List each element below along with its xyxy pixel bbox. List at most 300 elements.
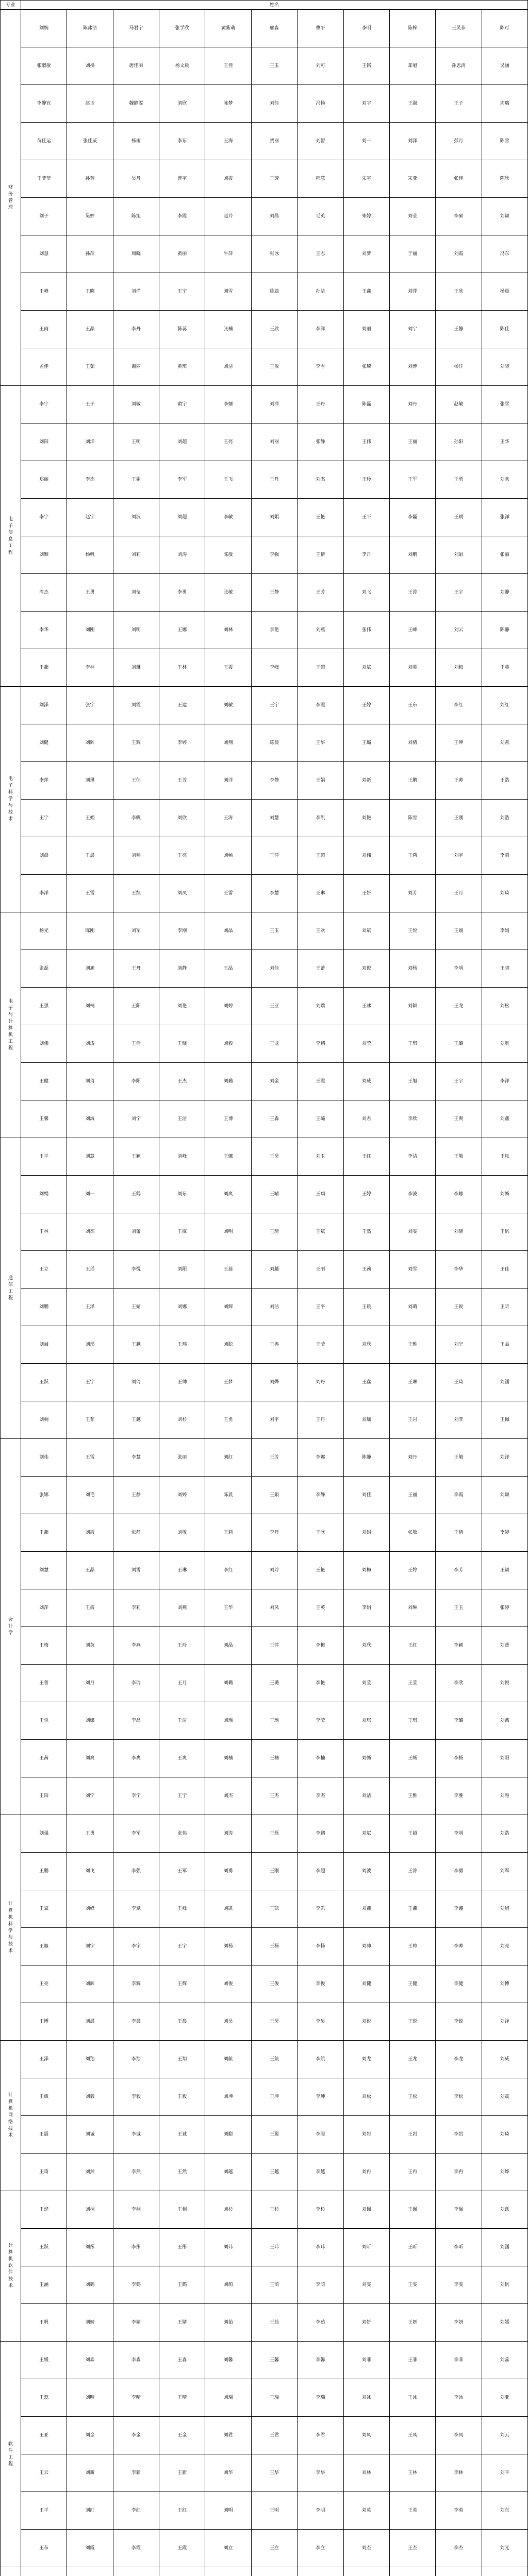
name-cell: 王冰	[389, 2379, 435, 2417]
table-row	[1, 348, 528, 386]
name-cell: 刘泽	[482, 2003, 527, 2041]
name-cell: 王萍	[251, 1627, 297, 1665]
name-cell: 刘玮	[205, 2229, 251, 2266]
name-cell: 王丹	[298, 1401, 343, 1439]
name-cell: 李玮	[298, 2229, 343, 2266]
name-cell: 王震	[21, 2116, 67, 2154]
name-cell: 王蕾	[298, 950, 343, 988]
name-cell: 王婧	[159, 2304, 205, 2342]
name-cell: 王鹤	[159, 2266, 205, 2304]
name-cell: 王芳	[251, 160, 297, 198]
name-cell: 王勇	[67, 1815, 113, 1853]
name-cell: 刘俊	[343, 950, 389, 988]
name-cell: 王菲	[67, 1401, 113, 1439]
name-cell: 李龙	[436, 2041, 482, 2078]
name-cell: 杨雨	[113, 123, 159, 160]
name-cell: 王威	[159, 1213, 205, 1251]
name-cell: 王建	[159, 687, 205, 724]
name-cell: 李洋	[21, 875, 67, 912]
name-cell: 王茹	[251, 2304, 297, 2342]
name-cell: 张敏	[205, 574, 251, 612]
name-cell: 王莉	[205, 1514, 251, 1552]
name-cell: 刘凯	[205, 1890, 251, 1928]
name-cell: 刘楠	[205, 1740, 251, 1777]
table-row	[1, 1815, 528, 1853]
name-cell: 王宇	[159, 1928, 205, 1965]
name-cell: 刘洁	[205, 348, 251, 386]
name-cell: 李华	[298, 2454, 343, 2492]
name-cell: 李红	[113, 2492, 159, 2530]
name-cell: 刘琦	[67, 1063, 113, 1100]
name-cell: 魏静雯	[113, 85, 159, 123]
name-cell: 李爽	[113, 1740, 159, 1777]
major-label: 计算机网络技术	[8, 2093, 13, 2138]
name-cell: 刘诚	[67, 2116, 113, 2154]
name-cell: 王立	[251, 2530, 297, 2567]
name-cell: 李强	[251, 536, 297, 574]
name-cell: 李霞	[436, 1477, 482, 1514]
name-cell: 冯畅	[298, 85, 343, 123]
name-cell: 王刚	[436, 800, 482, 837]
name-cell: 刘博	[389, 348, 435, 386]
name-cell: 刘雯	[389, 1213, 435, 1251]
name-cell: 王霞	[298, 1063, 343, 1100]
name-cell: 李欣	[436, 1665, 482, 1702]
name-cell: 刘杰	[205, 1777, 251, 1815]
table-row	[1, 1928, 528, 1965]
name-cell: 贺丽	[251, 123, 297, 160]
table-row	[1, 988, 528, 1025]
name-cell	[67, 2567, 113, 2576]
name-cell: 李军	[113, 1815, 159, 1853]
name-cell: 陈雪	[389, 800, 435, 837]
name-cell: 刘丹	[389, 1439, 435, 1477]
name-cell: 刘亮	[482, 1928, 527, 1965]
name-cell: 李娟	[343, 1589, 389, 1627]
name-cell: 王东	[21, 2530, 67, 2567]
name-cell: 李翔	[113, 2041, 159, 2078]
name-cell: 王艳	[298, 499, 343, 536]
name-cell: 王烨	[21, 2191, 67, 2229]
name-cell: 王晨	[159, 2003, 205, 2041]
name-cell: 李芳	[436, 1552, 482, 1589]
name-cell: 刘英	[343, 2492, 389, 2530]
name-cell: 王灵菲	[436, 10, 482, 47]
name-cell: 黄紫萌	[205, 10, 251, 47]
table-row	[1, 1025, 528, 1063]
name-cell: 王林	[21, 1213, 67, 1251]
name-cell: 王健	[21, 1063, 67, 1100]
name-cell: 王宁	[21, 800, 67, 837]
name-cell: 王雷	[205, 875, 251, 912]
table-row	[1, 2304, 528, 2342]
name-cell: 刘飞	[343, 574, 389, 612]
name-cell: 刘艳	[67, 1477, 113, 1514]
name-cell: 王杰	[251, 1777, 297, 1815]
name-cell: 王海	[205, 123, 251, 160]
name-cell: 王晓	[482, 950, 527, 988]
name-cell: 刘畅	[343, 1740, 389, 1777]
name-cell: 刘霞	[436, 235, 482, 273]
name-cell: 李英	[436, 2492, 482, 2530]
name-cell: 李娜	[298, 1439, 343, 1477]
name-cell: 刘静	[482, 574, 527, 612]
name-cell: 陈晨	[205, 1477, 251, 1514]
name-cell: 王锐	[436, 1289, 482, 1326]
name-cell: 刘刚	[67, 612, 113, 649]
name-cell: 李华	[436, 1251, 482, 1289]
name-cell: 李明	[343, 10, 389, 47]
name-cell: 陈佳	[482, 311, 527, 348]
name-cell: 刘丹	[298, 1364, 343, 1401]
name-cell: 王馨	[21, 1100, 67, 1138]
name-cell: 王浩	[482, 762, 527, 800]
name-cell: 李超	[482, 837, 527, 875]
name-cell: 李峰	[251, 649, 297, 687]
name-cell: 刘玲	[113, 1364, 159, 1401]
name-cell: 王艳	[298, 1552, 343, 1589]
name-cell: 赵玲	[205, 198, 251, 235]
name-cell: 刘鑫	[343, 1890, 389, 1928]
name-cell: 王婧	[113, 1289, 159, 1326]
name-cell: 刘金	[251, 1063, 297, 1100]
table-row	[1, 160, 528, 198]
name-cell: 刘翔	[67, 2041, 113, 2078]
name-cell: 王磊	[251, 1815, 297, 1853]
name-cell: 王鑫	[343, 1364, 389, 1401]
name-cell: 刘畅	[482, 1176, 527, 1213]
name-cell: 刘颖	[482, 198, 527, 235]
table-row	[1, 1477, 528, 1514]
name-cell: 唐佳丽	[113, 47, 159, 85]
name-cell: 刘莉	[113, 536, 159, 574]
name-cell: 王平	[343, 499, 389, 536]
table-row	[1, 1100, 528, 1138]
name-cell: 宋亚	[389, 160, 435, 198]
table-row	[1, 2492, 528, 2530]
name-cell: 王坤	[251, 2078, 297, 2116]
name-cell: 王越	[113, 1326, 159, 1364]
name-cell: 刘松	[343, 2078, 389, 2116]
name-cell: 王鹏	[21, 1853, 67, 1890]
name-cell: 刘婧	[67, 2304, 113, 2342]
name-cell: 李松	[436, 2078, 482, 2116]
name-cell: 刘雅	[482, 1777, 527, 1815]
name-cell: 王勇	[205, 1401, 251, 1439]
name-cell	[159, 2567, 205, 2576]
name-cell: 刘艳	[343, 800, 389, 837]
name-cell: 王晶	[482, 1326, 527, 1364]
name-cell: 刘泽	[21, 687, 67, 724]
name-cell: 王瑞	[251, 2379, 297, 2417]
table-row	[1, 311, 528, 348]
name-cell: 王亮	[205, 423, 251, 461]
name-cell: 刘东	[159, 1176, 205, 1213]
name-cell: 孙芳	[67, 160, 113, 198]
name-cell: 王亚	[251, 988, 297, 1025]
name-cell: 王凤	[389, 2417, 435, 2454]
name-cell: 王毅	[159, 2078, 205, 2116]
name-cell: 刘伟	[21, 1025, 67, 1063]
table-row	[1, 1439, 528, 1477]
name-cell: 王亮	[21, 1965, 67, 2003]
name-cell: 刘梅	[436, 649, 482, 687]
name-cell: 刘子	[21, 198, 67, 235]
name-cell: 李东	[159, 123, 205, 160]
name-cell: 刘萍	[389, 273, 435, 311]
name-cell: 王昕	[482, 1289, 527, 1326]
name-cell: 王萌	[251, 2266, 297, 2304]
name-cell: 刘云	[436, 612, 482, 649]
name-cell: 王梅	[21, 1627, 67, 1665]
name-cell: 李林	[436, 2454, 482, 2492]
name-cell: 李丹	[251, 1514, 297, 1552]
name-cell: 王云	[21, 2454, 67, 2492]
name-cell: 刘明	[205, 2492, 251, 2530]
name-cell: 刘燕	[159, 1589, 205, 1627]
table-row	[1, 2379, 528, 2417]
table-row	[1, 423, 528, 461]
name-cell: 王敏	[251, 348, 297, 386]
name-cell: 刘浩	[482, 800, 527, 837]
name-cell: 王琳	[389, 1364, 435, 1401]
table-row	[1, 574, 528, 612]
name-cell	[389, 2567, 435, 2576]
name-cell: 刘彤	[67, 1326, 113, 1364]
name-cell: 王婷	[389, 1552, 435, 1589]
name-cell: 赵宇	[67, 499, 113, 536]
major-cell	[1, 1138, 21, 1439]
name-cell: 陈磊	[343, 386, 389, 423]
name-cell: 王蕊	[205, 1251, 251, 1289]
name-cell: 王梦	[205, 1364, 251, 1401]
name-cell: 刘鹤	[67, 2266, 113, 2304]
name-cell: 刘洋	[251, 386, 297, 423]
name-cell: 周杰	[21, 574, 67, 612]
name-cell: 王璐	[343, 724, 389, 762]
name-cell: 王晨	[343, 1289, 389, 1326]
name-cell: 刘明	[113, 612, 159, 649]
name-cell: 王妍	[389, 2304, 435, 2342]
name-cell: 谢丽	[113, 348, 159, 386]
name-cell: 李艳	[251, 612, 297, 649]
name-cell: 刘金	[67, 2417, 113, 2454]
name-cell: 李丹	[113, 311, 159, 348]
name-cell: 刘阳	[159, 1251, 205, 1289]
major-cell	[1, 2191, 21, 2342]
name-cell: 王帅	[436, 762, 482, 800]
name-cell: 刘欢	[482, 461, 527, 499]
name-cell: 李君	[298, 2417, 343, 2454]
name-cell: 刘佳	[251, 85, 297, 123]
name-cell: 郑丽	[21, 461, 67, 499]
name-cell: 王华	[251, 2454, 297, 2492]
name-cell: 李菲	[436, 2342, 482, 2379]
name-cell: 刘娜	[159, 1289, 205, 1326]
name-cell: 陈刚	[67, 912, 113, 950]
table-row	[1, 950, 528, 988]
table-row	[1, 1777, 528, 1815]
name-cell: 张冰	[251, 235, 297, 273]
name-cell: 李斌	[113, 1890, 159, 1928]
name-cell: 陈静	[482, 612, 527, 649]
name-cell: 刘霞	[67, 1514, 113, 1552]
name-cell	[251, 2567, 297, 2576]
name-cell: 李勇	[436, 1853, 482, 1890]
name-cell: 刘平	[482, 2454, 527, 2492]
name-cell: 王昊	[251, 2003, 297, 2041]
name-cell: 刘娟	[343, 1514, 389, 1552]
name-cell: 刘威	[343, 1063, 389, 1100]
name-cell: 王涛	[389, 574, 435, 612]
name-cell: 李洋	[298, 311, 343, 348]
name-cell: 李婷	[482, 1514, 527, 1552]
name-cell: 刘毅	[67, 2078, 113, 2116]
table-row	[1, 1289, 528, 1326]
name-cell: 刘婷	[159, 1477, 205, 1514]
name-cell: 李杰	[436, 2530, 482, 2567]
table-row	[1, 536, 528, 574]
name-cell: 李莹	[298, 1702, 343, 1740]
name-cell: 刘妍	[343, 2304, 389, 2342]
name-cell: 刘可	[298, 47, 343, 85]
name-cell: 王刚	[251, 1853, 297, 1890]
name-cell: 李玲	[113, 1665, 159, 1702]
name-cell: 刘昕	[343, 2229, 389, 2266]
name-cell: 王俊	[251, 1965, 297, 2003]
name-cell: 李明	[298, 2492, 343, 2530]
name-cell: 王玲	[159, 1627, 205, 1665]
name-cell: 王颖	[482, 1552, 527, 1589]
name-cell: 刘鹏	[389, 536, 435, 574]
name-cell: 刘杨	[205, 1928, 251, 1965]
name-cell: 李丹	[343, 536, 389, 574]
name-cell	[113, 2567, 159, 2576]
name-cell: 刘阳	[482, 1740, 527, 1777]
name-cell: 李静	[298, 1477, 343, 1514]
name-cell: 刘燕	[298, 612, 343, 649]
name-cell: 李慧	[251, 875, 297, 912]
name-cell: 杨帆	[67, 536, 113, 574]
name-cell: 王霞	[205, 649, 251, 687]
name-cell: 刘丽	[251, 423, 297, 461]
name-cell: 王斌	[21, 1890, 67, 1928]
name-cell: 李明	[436, 950, 482, 988]
name-cell: 张娜	[21, 1477, 67, 1514]
name-cell: 王龙	[251, 1025, 297, 1063]
name-cell: 王琪	[389, 1025, 435, 1063]
name-cell: 刘威	[482, 2041, 527, 2078]
name-cell: 王丹	[251, 461, 297, 499]
name-cell: 李萍	[21, 762, 67, 800]
name-cell: 李俊	[298, 1965, 343, 2003]
name-cell: 刘玲	[251, 1552, 297, 1589]
name-cell: 杨光	[21, 912, 67, 950]
name-cell: 王悦	[389, 912, 435, 950]
name-cell: 李颖	[436, 1627, 482, 1665]
name-cell: 王泽	[21, 2041, 67, 2078]
name-cell: 李勇	[159, 574, 205, 612]
name-cell: 李帅	[436, 1928, 482, 1965]
name-cell: 李楠	[298, 1740, 343, 1777]
name-cell: 刘颖	[482, 1477, 527, 1514]
name-cell: 刘彤	[67, 2229, 113, 2266]
name-cell: 王飞	[205, 461, 251, 499]
name-cell: 刘晨	[21, 837, 67, 875]
name-cell: 王越	[113, 1401, 159, 1439]
name-cell: 王鹤	[113, 1176, 159, 1213]
name-cell: 刘航	[205, 2041, 251, 2078]
name-cell: 李越	[298, 2154, 343, 2191]
name-cell: 刘茜	[482, 1702, 527, 1740]
name-cell: 刘聪	[205, 1326, 251, 1364]
name-cell: 李霞	[113, 2530, 159, 2567]
name-cell: 王华	[205, 1589, 251, 1627]
name-cell: 陈静	[343, 1439, 389, 1477]
name-cell: 李强	[113, 1853, 159, 1890]
name-cell: 王军	[389, 461, 435, 499]
name-cell: 刘航	[482, 1025, 527, 1063]
name-cell: 李燕	[113, 1627, 159, 1665]
name-cell: 王凯	[251, 1890, 297, 1928]
name-cell: 李帆	[113, 800, 159, 837]
name-cell: 刘军	[113, 912, 159, 950]
name-cell: 王强	[21, 988, 67, 1025]
name-cell: 陈可	[482, 10, 527, 47]
name-cell: 王明	[251, 2492, 297, 2530]
name-cell: 王瑶	[67, 1251, 113, 1289]
name-cell: 杨晨	[482, 273, 527, 311]
name-cell: 李波	[389, 1176, 435, 1213]
name-cell: 王超	[298, 837, 343, 875]
name-cell: 王东	[389, 687, 435, 724]
name-cell: 李鹤	[113, 2266, 159, 2304]
name-cell: 王华	[298, 724, 343, 762]
name-cell: 周晓	[113, 235, 159, 273]
name-cell: 刘欣	[343, 1326, 389, 1364]
name-cell: 王越	[251, 2154, 297, 2191]
name-cell: 王宁	[251, 687, 297, 724]
name-cell: 曹平	[298, 10, 343, 47]
name-cell: 刘慧	[67, 1138, 113, 1176]
name-cell: 刘俊	[205, 1965, 251, 2003]
name-cell: 王燕	[21, 649, 67, 687]
name-cell: 刘凤	[343, 2417, 389, 2454]
name-cell: 刘飞	[67, 1853, 113, 1890]
name-cell: 王娜	[205, 1138, 251, 1176]
name-cell: 刘一	[343, 123, 389, 160]
names-header: 姓名	[21, 1, 528, 10]
name-cell: 刘涛	[159, 536, 205, 574]
name-cell: 刘君	[343, 1100, 389, 1138]
name-cell: 刘瑶	[205, 1702, 251, 1740]
name-cell: 孟佳	[21, 348, 67, 386]
name-cell: 刘鑫	[482, 1100, 527, 1138]
name-cell: 王媛	[21, 2342, 67, 2379]
name-cell: 刘倩	[389, 724, 435, 762]
name-cell: 王诚	[159, 2116, 205, 2154]
name-cell: 张楠	[205, 311, 251, 348]
name-cell: 李锐	[436, 2003, 482, 2041]
major-cell	[1, 1815, 21, 2041]
name-cell: 刘淼	[67, 2342, 113, 2379]
name-cell: 邢淼	[251, 10, 297, 47]
name-cell: 王倩	[436, 1514, 482, 1552]
name-cell: 刘华	[205, 2454, 251, 2492]
name-cell: 吴丹	[113, 160, 159, 198]
major-cell	[1, 1439, 21, 1815]
name-cell: 刘智	[298, 123, 343, 160]
